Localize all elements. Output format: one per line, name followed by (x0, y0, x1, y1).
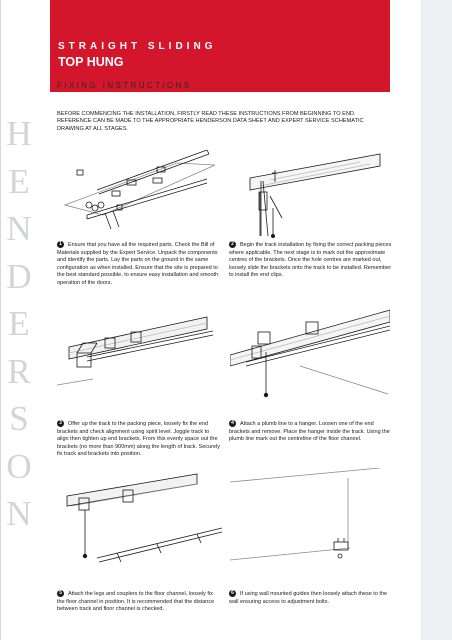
step-description: Begin the track installation by fixing the correct packing pieces where applicable. The next stage is to mark out the approximate centres of the brackets. Once the hole centres are marked out, loosely slide the brackets onto the track to be installed. Remember to install the end clips. (229, 241, 392, 279)
page-edge-rule (0, 0, 1, 640)
step-description: Ensure that you have all the required parts. Check the Bill of Materials supplied by the Expert Service. Unpack the components and identify the parts. Lay the parts on the ground in the same configuration as when installed. Ensure that the site is prepared to the best standard possible, to ensure easy installation and smooth operation of the doors. (57, 241, 219, 286)
brand-letter: S (9, 399, 29, 438)
document-subtitle: STRAIGHT SLIDING (58, 41, 217, 52)
step-4-illustration (230, 300, 390, 400)
title-banner (50, 0, 390, 92)
brand-letter: O (6, 446, 32, 486)
step-number-badge: 3 (57, 420, 64, 427)
step-1-text (57, 241, 222, 288)
step-5-text (57, 590, 222, 614)
vertical-brand-wordmark (2, 110, 36, 538)
side-strip (421, 0, 452, 640)
step-description: Attach a plumb line to a hanger. Loosen one of the end brackets and remove. Place the hanger inside the track. Using the plumb line mark out the centreline of the floor channel. (229, 420, 390, 443)
step-number-badge: 1 (57, 241, 64, 248)
step-2-text (229, 241, 394, 280)
step-description: Offer up the track to the packing piece, loosely fix the end brackets and check alignment using spirit level. Joggle track to align then tighten up end brackets. From this evenly space out the brackets (no more than 900mm) along the length of track. Securely fix track and brackets into position. (57, 420, 220, 458)
step-6-illustration (230, 468, 390, 568)
brand-letter: H (6, 114, 32, 153)
brand-letter: D (6, 256, 32, 296)
intro-paragraph: BEFORE COMMENCING THE INSTALLATION, FIRSTLY READ THESE INSTRUCTIONS FROM BEGINNING TO END. REFERENCE CAN BE MADE TO THE APPROPRIATE HENDERSON DATA SHEET AND EXPERT SERVICE SCHEMATIC DRAWING AT ALL STAGES. (57, 111, 364, 132)
step-description: If using wall mounted guides then loosely attach these to the wall ensuring access to adjustment bolts. (229, 590, 388, 605)
step-6-text (229, 590, 394, 606)
brand-letter: E (8, 161, 30, 201)
step-5-illustration (57, 470, 227, 570)
step-description: Attach the legs and couplers to the floor channel, loosely fix the floor channel in position. It is recommended that the distance between track and floor channel is checked. (57, 590, 215, 613)
step-number-badge: 2 (229, 241, 236, 248)
step-number-badge: 5 (57, 590, 64, 597)
brand-letter: N (6, 209, 32, 248)
step-3-text (57, 420, 222, 459)
brand-letter: R (7, 351, 31, 391)
step-number-badge: 4 (229, 420, 236, 427)
brand-letter: N (6, 494, 32, 533)
step-2-illustration (240, 148, 390, 238)
step-4-text (229, 420, 394, 444)
brand-letter: E (8, 304, 30, 343)
document-title: TOP HUNG (58, 55, 124, 69)
step-1-illustration (57, 145, 217, 235)
step-3-illustration (57, 297, 217, 387)
step-number-badge: 6 (229, 590, 236, 597)
document-tagline: FIXING INSTRUCTIONS (57, 81, 192, 90)
